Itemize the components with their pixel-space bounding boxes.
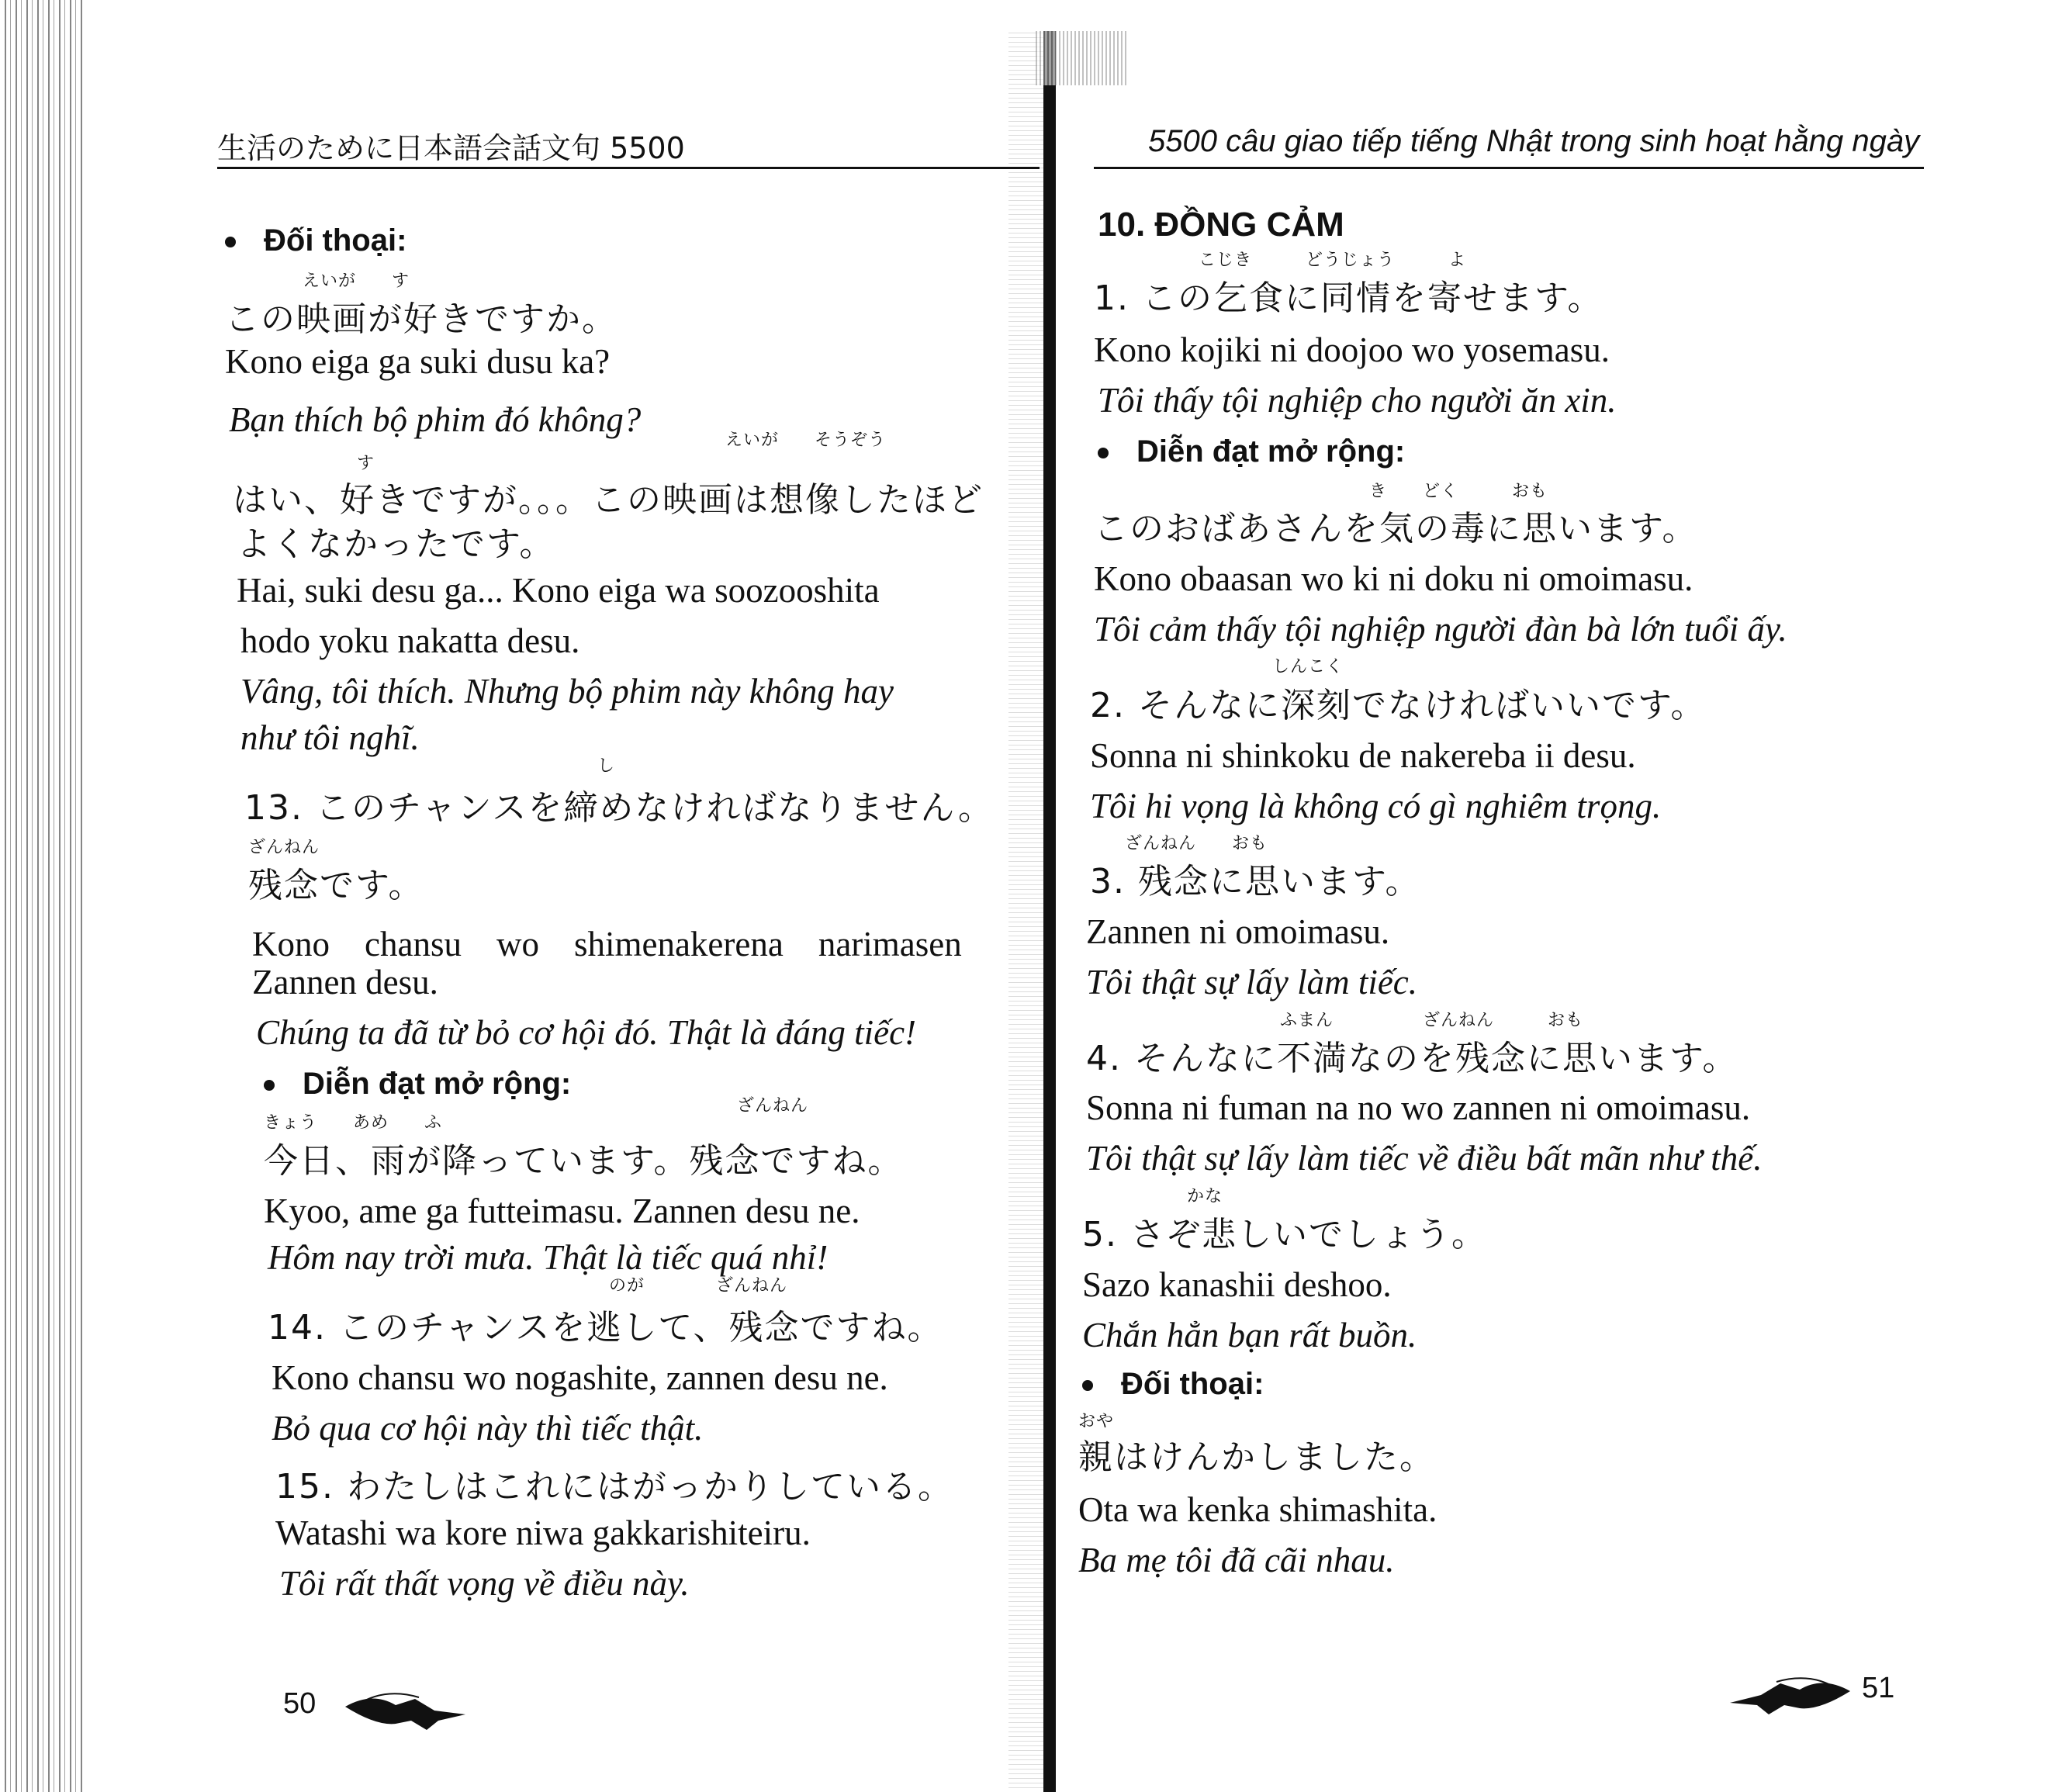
romaji-line: Sonna ni shinkoku de nakereba ii desu. <box>1090 736 1636 775</box>
furigana: き どく おも <box>1369 482 1548 501</box>
bullet-heading <box>225 223 406 258</box>
vietnamese-translation: Bạn thích bộ phim đó không? <box>229 400 642 439</box>
header-rule <box>1094 167 1924 169</box>
furigana: す <box>357 454 375 473</box>
romaji-line: Kono kojiki ni doojoo wo yosemasu. <box>1094 330 1610 369</box>
vietnamese-translation: Tôi rất thất vọng về điều này. <box>279 1564 690 1603</box>
japanese-line: 残念です。 <box>248 866 424 905</box>
bullet-heading <box>1098 434 1405 469</box>
vietnamese-translation: Tôi thật sự lấy làm tiếc về điều bất mãn như thế. <box>1086 1139 1763 1178</box>
furigana: し <box>597 756 616 776</box>
bullet-label: Diễn đạt mở rộng: <box>1136 434 1406 469</box>
romaji-line: Kono eiga ga suki dusu ka? <box>225 342 611 381</box>
romaji-line: hodo yoku nakatta desu. <box>240 621 580 660</box>
japanese-line: 14. このチャンスを逃して、残念ですね。 <box>268 1308 943 1347</box>
japanese-line: 13. このチャンスを締めなければなりません。 <box>244 788 994 828</box>
page-number: 51 <box>1862 1672 1895 1704</box>
header-rule <box>217 167 1040 169</box>
romaji-line: Kono chansu wo shimenakerena narimasen <box>252 925 962 963</box>
bullet-heading <box>264 1067 571 1102</box>
japanese-line: はい、好きですが。。。この映画は想像したほど <box>233 480 984 520</box>
japanese-line: よくなかったです。 <box>237 524 555 564</box>
furigana: ざんねん <box>248 838 320 857</box>
furigana: ざんねん おも <box>1125 834 1268 853</box>
romaji-line: Watashi wa kore niwa gakkarishiteiru. <box>275 1514 811 1552</box>
romaji-line: Kono obaasan wo ki ni doku ni omoimasu. <box>1094 559 1693 598</box>
section-heading: 10. ĐỒNG CẢM <box>1098 206 1344 244</box>
bullet-heading <box>1082 1367 1264 1402</box>
japanese-line: 5. さぞ悲しいでしょう。 <box>1082 1215 1487 1254</box>
romaji-line: Hai, suki desu ga... Kono eiga wa soozooshita <box>237 571 880 610</box>
bullet-icon <box>264 1080 275 1091</box>
vietnamese-translation: Bỏ qua cơ hội này thì tiếc thật. <box>272 1409 704 1448</box>
furigana: えいが す <box>303 272 410 291</box>
romaji-line: Sazo kanashii deshoo. <box>1082 1265 1392 1304</box>
japanese-line: 15. わたしはこれにはがっかりしている。 <box>275 1467 953 1507</box>
furigana: きょう あめ ふ <box>264 1113 443 1133</box>
furigana: おや <box>1078 1412 1115 1431</box>
japanese-line: このおばあさんを気の毒に思います。 <box>1094 509 1698 548</box>
romaji-line: Ota wa kenka shimashita. <box>1078 1490 1437 1529</box>
japanese-line: 4. そんなに不満なのを残念に思います。 <box>1086 1039 1738 1078</box>
bullet-label: Đối thoại: <box>1121 1367 1264 1401</box>
japanese-line: この映画が好きですか。 <box>225 299 618 339</box>
vietnamese-translation: Chúng ta đã từ bỏ cơ hội đó. Thật là đáng tiếc! <box>256 1013 917 1052</box>
page-number: 50 <box>283 1687 317 1720</box>
romaji-line: Kono chansu wo nogashite, zannen desu ne. <box>272 1358 888 1397</box>
furigana: のが ざんねん <box>609 1276 788 1296</box>
bullet-icon <box>225 237 236 247</box>
romaji-line: Kyoo, ame ga futteimasu. Zannen desu ne. <box>264 1192 860 1230</box>
swallow-ornament-icon <box>341 1683 473 1738</box>
bullet-icon <box>1082 1380 1093 1391</box>
romaji-line: Zannen ni omoimasu. <box>1086 912 1390 951</box>
vietnamese-translation: Chắn hẳn bạn rất buồn. <box>1082 1316 1417 1354</box>
vietnamese-translation: Tôi hi vọng là không có gì nghiêm trọng. <box>1090 787 1662 825</box>
vietnamese-translation: Ba mẹ tôi đã cãi nhau. <box>1078 1541 1395 1579</box>
furigana: ざんねん <box>737 1096 809 1116</box>
furigana: かな <box>1187 1187 1223 1206</box>
japanese-line: 3. 残念に思います。 <box>1090 862 1421 901</box>
swallow-ornament-icon <box>1714 1668 1854 1722</box>
right-page <box>1078 0 1932 1792</box>
left-page <box>217 0 1055 1792</box>
running-head: 生活のために日本語会話文句 5500 <box>217 131 685 165</box>
japanese-line: 親はけんかしました。 <box>1078 1437 1435 1477</box>
vietnamese-translation: Tôi thật sự lấy làm tiếc. <box>1086 963 1418 1002</box>
romaji-line: Sonna ni fuman na no wo zannen ni omoimasu. <box>1086 1088 1751 1127</box>
vietnamese-translation: như tôi nghĩ. <box>240 718 420 757</box>
vietnamese-translation: Hôm nay trời mưa. Thật là tiếc quá nhỉ! <box>268 1238 829 1277</box>
furigana: こじき どうじょう よ <box>1199 251 1467 270</box>
running-head: 5500 câu giao tiếp tiếng Nhật trong sinh hoạt hằng ngày <box>1148 124 1920 158</box>
vietnamese-translation: Vâng, tôi thích. Nhưng bộ phim này không hay <box>240 672 894 711</box>
japanese-line: 2. そんなに深刻でなければいいです。 <box>1090 686 1707 725</box>
furigana: しんこく <box>1272 657 1344 676</box>
vietnamese-translation: Tôi thấy tội nghiệp cho người ăn xin. <box>1098 381 1617 420</box>
japanese-line: 今日、雨が降っています。残念ですね。 <box>264 1141 904 1181</box>
furigana: ふまん ざんねん おも <box>1280 1011 1584 1030</box>
romaji-line: Zannen desu. <box>252 963 438 1002</box>
japanese-line: 1. この乞食に同情を寄せます。 <box>1094 278 1603 318</box>
bullet-icon <box>1098 448 1109 458</box>
vietnamese-translation: Tôi cảm thấy tội nghiệp người đàn bà lớn tuổi ấy. <box>1094 610 1787 649</box>
binding-edge <box>0 0 85 1792</box>
bullet-label: Đối thoại: <box>264 223 407 258</box>
bullet-label: Diễn đạt mở rộng: <box>303 1067 572 1101</box>
furigana: えいが そうぞう <box>725 431 887 450</box>
